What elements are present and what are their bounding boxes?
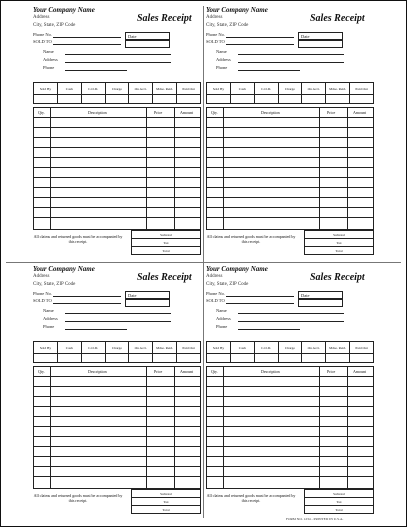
item-row[interactable] (207, 456, 373, 457)
payment-cell-5[interactable] (326, 354, 350, 363)
payment-cell-1[interactable] (230, 95, 254, 104)
form-footer: FORM NO. 1234 - PRINTED IN U.S.A. (286, 517, 344, 521)
item-table (206, 107, 374, 230)
payment-cell-2[interactable] (81, 354, 105, 363)
name-field[interactable] (238, 54, 344, 55)
payment-grid (33, 82, 201, 104)
price-header: Price (154, 369, 163, 374)
name-field[interactable] (65, 313, 171, 314)
claims-note: All claims and returned goods must be accompanied by this receipt. (206, 493, 296, 503)
date-box[interactable] (125, 32, 170, 40)
price-header: Price (327, 110, 336, 115)
receipt-title: Sales Receipt (310, 272, 365, 283)
payment-grid (206, 82, 374, 104)
payment-header-6: Paid Out (350, 83, 374, 95)
item-row[interactable] (34, 197, 200, 198)
payment-cell-3[interactable] (105, 95, 129, 104)
item-row[interactable] (34, 217, 200, 218)
number-box[interactable] (125, 40, 170, 48)
company-address: Address (206, 15, 223, 20)
qty-header: Qty. (38, 110, 45, 115)
item-row[interactable] (34, 406, 200, 407)
payment-header-0: Sold By (34, 83, 58, 95)
receipt-title: Sales Receipt (137, 13, 192, 24)
address-label: Address (43, 316, 58, 321)
payment-header-4: On Acct. (302, 342, 326, 354)
totals-table (304, 230, 374, 255)
item-row[interactable] (207, 217, 373, 218)
address-label: Address (216, 316, 231, 321)
company-name: Your Company Name (33, 6, 95, 14)
company-address: Address (206, 274, 223, 279)
address-label: Address (216, 57, 231, 62)
company-name: Your Company Name (206, 265, 268, 273)
item-row[interactable] (34, 376, 200, 377)
payment-header-6: Paid Out (177, 342, 201, 354)
payment-cell-1[interactable] (57, 354, 81, 363)
item-row[interactable] (207, 177, 373, 178)
amount-header: Amount (180, 369, 194, 374)
item-row[interactable] (34, 436, 200, 437)
payment-cell-0[interactable] (207, 354, 231, 363)
payment-cell-1[interactable] (57, 95, 81, 104)
item-row[interactable] (34, 207, 200, 208)
address-label: Address (43, 57, 58, 62)
sold-to-label: SOLD TO (206, 39, 225, 44)
item-row[interactable] (207, 476, 373, 477)
sold-to-field[interactable] (226, 303, 294, 304)
column-divider (146, 367, 147, 488)
payment-header-5: Mdse. Retd. (153, 83, 177, 95)
name-label: Name (43, 308, 54, 313)
company-name: Your Company Name (206, 6, 268, 14)
date-label: Date (128, 293, 137, 298)
tax-label: Tax (132, 498, 201, 506)
number-box[interactable] (125, 299, 170, 307)
column-divider (347, 108, 348, 229)
payment-grid (206, 341, 374, 363)
date-label: Date (301, 293, 310, 298)
item-table (33, 107, 201, 230)
horizontal-cut-line (6, 262, 401, 263)
tax-label: Tax (305, 498, 374, 506)
total-label: Total (305, 247, 374, 255)
payment-header-2: C.O.D. (254, 83, 278, 95)
company-address: Address (33, 15, 50, 20)
date-box[interactable] (298, 32, 343, 40)
name-field[interactable] (238, 313, 344, 314)
payment-cell-4[interactable] (129, 354, 153, 363)
payment-cell-5[interactable] (153, 354, 177, 363)
customer-phone-field[interactable] (238, 329, 300, 330)
column-divider (223, 367, 224, 488)
column-divider (174, 108, 175, 229)
receipt-top-left (33, 6, 218, 261)
payment-header-5: Mdse. Retd. (326, 83, 350, 95)
payment-cell-0[interactable] (207, 95, 231, 104)
payment-header-6: Paid Out (177, 83, 201, 95)
phone-label: Phone No. (206, 291, 225, 296)
payment-cell-2[interactable] (81, 95, 105, 104)
address-field[interactable] (65, 62, 171, 63)
sold-to-field[interactable] (226, 44, 294, 45)
sold-to-label: SOLD TO (206, 298, 225, 303)
payment-cell-3[interactable] (278, 354, 302, 363)
item-row[interactable] (34, 117, 200, 118)
column-divider (319, 108, 320, 229)
payment-cell-2[interactable] (254, 95, 278, 104)
item-row[interactable] (34, 396, 200, 397)
total-label: Total (132, 247, 201, 255)
subtotal-label: Subtotal (132, 490, 201, 498)
item-row[interactable] (207, 426, 373, 427)
subtotal-label: Subtotal (305, 231, 374, 239)
payment-cell-5[interactable] (326, 95, 350, 104)
amount-header: Amount (353, 369, 367, 374)
payment-header-1: Cash (57, 83, 81, 95)
payment-header-0: Sold By (207, 342, 231, 354)
item-row[interactable] (207, 396, 373, 397)
item-row[interactable] (207, 386, 373, 387)
claims-note: All claims and returned goods must be accompanied by this receipt. (33, 493, 123, 503)
amount-header: Amount (353, 110, 367, 115)
price-header: Price (327, 369, 336, 374)
payment-cell-4[interactable] (302, 354, 326, 363)
name-label: Name (43, 49, 54, 54)
receipt-title: Sales Receipt (310, 13, 365, 24)
item-row[interactable] (34, 446, 200, 447)
description-header: Description (261, 110, 280, 115)
receipt-top-right (206, 6, 391, 261)
payment-header-0: Sold By (207, 83, 231, 95)
sold-to-label: SOLD TO (33, 39, 52, 44)
phone-label: Phone No. (33, 291, 52, 296)
column-divider (347, 367, 348, 488)
column-divider (319, 367, 320, 488)
name-field[interactable] (65, 54, 171, 55)
payment-cell-0[interactable] (34, 354, 58, 363)
name-label: Name (216, 308, 227, 313)
item-row[interactable] (207, 376, 373, 377)
item-row[interactable] (34, 147, 200, 148)
item-row[interactable] (207, 187, 373, 188)
payment-header-1: Cash (57, 342, 81, 354)
phone-field[interactable] (53, 37, 121, 38)
payment-cell-6[interactable] (177, 354, 201, 363)
item-row[interactable] (34, 187, 200, 188)
item-row[interactable] (34, 127, 200, 128)
payment-cell-6[interactable] (177, 95, 201, 104)
receipt-bottom-right (206, 265, 391, 520)
payment-header-1: Cash (230, 342, 254, 354)
item-row[interactable] (34, 137, 200, 138)
subtotal-label: Subtotal (305, 490, 374, 498)
phone-field[interactable] (226, 37, 294, 38)
payment-cell-5[interactable] (153, 95, 177, 104)
column-divider (174, 367, 175, 488)
subtotal-label: Subtotal (132, 231, 201, 239)
payment-header-3: Charge (105, 83, 129, 95)
customer-phone-label: Phone (43, 324, 55, 329)
address-field[interactable] (238, 62, 344, 63)
item-row[interactable] (207, 436, 373, 437)
totals-table (131, 489, 201, 514)
item-table (206, 366, 374, 489)
column-divider (50, 367, 51, 488)
payment-grid (33, 341, 201, 363)
amount-header: Amount (180, 110, 194, 115)
customer-phone-label: Phone (216, 324, 228, 329)
sold-to-field[interactable] (53, 44, 121, 45)
date-box[interactable] (298, 291, 343, 299)
column-divider (50, 108, 51, 229)
company-city-state-zip: City, State, ZIP Code (206, 282, 249, 287)
item-row[interactable] (207, 127, 373, 128)
item-row[interactable] (207, 157, 373, 158)
item-row[interactable] (207, 197, 373, 198)
sold-to-field[interactable] (53, 303, 121, 304)
description-header: Description (261, 369, 280, 374)
payment-header-4: On Acct. (302, 83, 326, 95)
payment-cell-6[interactable] (350, 95, 374, 104)
company-city-state-zip: City, State, ZIP Code (206, 23, 249, 28)
number-box[interactable] (298, 40, 343, 48)
date-label: Date (128, 34, 137, 39)
payment-header-1: Cash (230, 83, 254, 95)
phone-label: Phone No. (206, 32, 225, 37)
item-row[interactable] (34, 476, 200, 477)
payment-cell-4[interactable] (129, 95, 153, 104)
company-name: Your Company Name (33, 265, 95, 273)
item-row[interactable] (34, 456, 200, 457)
customer-phone-label: Phone (43, 65, 55, 70)
item-row[interactable] (34, 167, 200, 168)
column-divider (223, 108, 224, 229)
payment-cell-0[interactable] (34, 95, 58, 104)
payment-cell-4[interactable] (302, 95, 326, 104)
customer-phone-field[interactable] (65, 329, 127, 330)
address-field[interactable] (238, 321, 344, 322)
date-label: Date (301, 34, 310, 39)
total-label: Total (305, 506, 374, 514)
description-header: Description (88, 110, 107, 115)
company-city-state-zip: City, State, ZIP Code (33, 282, 76, 287)
company-city-state-zip: City, State, ZIP Code (33, 23, 76, 28)
total-label: Total (132, 506, 201, 514)
name-label: Name (216, 49, 227, 54)
number-box[interactable] (298, 299, 343, 307)
payment-header-6: Paid Out (350, 342, 374, 354)
claims-note: All claims and returned goods must be accompanied by this receipt. (206, 234, 296, 244)
item-row[interactable] (207, 137, 373, 138)
item-row[interactable] (34, 177, 200, 178)
tax-label: Tax (305, 239, 374, 247)
payment-header-0: Sold By (34, 342, 58, 354)
qty-header: Qty. (211, 110, 218, 115)
payment-cell-1[interactable] (230, 354, 254, 363)
item-row[interactable] (207, 466, 373, 467)
payment-header-4: On Acct. (129, 342, 153, 354)
payment-header-2: C.O.D. (81, 342, 105, 354)
phone-field[interactable] (53, 296, 121, 297)
customer-phone-field[interactable] (238, 70, 300, 71)
price-header: Price (154, 110, 163, 115)
payment-header-5: Mdse. Retd. (153, 342, 177, 354)
payment-header-3: Charge (278, 342, 302, 354)
item-row[interactable] (207, 167, 373, 168)
description-header: Description (88, 369, 107, 374)
receipt-title: Sales Receipt (137, 272, 192, 283)
item-row[interactable] (207, 446, 373, 447)
receipt-bottom-left (33, 265, 218, 520)
payment-cell-6[interactable] (350, 354, 374, 363)
item-row[interactable] (34, 386, 200, 387)
phone-field[interactable] (226, 296, 294, 297)
address-field[interactable] (65, 321, 171, 322)
item-row[interactable] (34, 466, 200, 467)
payment-cell-3[interactable] (278, 95, 302, 104)
totals-table (131, 230, 201, 255)
item-row[interactable] (207, 207, 373, 208)
payment-header-3: Charge (105, 342, 129, 354)
payment-header-5: Mdse. Retd. (326, 342, 350, 354)
payment-cell-3[interactable] (105, 354, 129, 363)
date-box[interactable] (125, 291, 170, 299)
totals-table (304, 489, 374, 514)
customer-phone-field[interactable] (65, 70, 127, 71)
sold-to-label: SOLD TO (33, 298, 52, 303)
tax-label: Tax (132, 239, 201, 247)
item-row[interactable] (207, 147, 373, 148)
item-row[interactable] (207, 416, 373, 417)
item-row[interactable] (207, 117, 373, 118)
qty-header: Qty. (38, 369, 45, 374)
payment-header-4: On Acct. (129, 83, 153, 95)
payment-header-3: Charge (278, 83, 302, 95)
phone-label: Phone No. (33, 32, 52, 37)
payment-cell-2[interactable] (254, 354, 278, 363)
payment-header-2: C.O.D. (254, 342, 278, 354)
payment-header-2: C.O.D. (81, 83, 105, 95)
claims-note: All claims and returned goods must be accompanied by this receipt. (33, 234, 123, 244)
item-table (33, 366, 201, 489)
item-row[interactable] (34, 426, 200, 427)
company-address: Address (33, 274, 50, 279)
item-row[interactable] (34, 416, 200, 417)
customer-phone-label: Phone (216, 65, 228, 70)
item-row[interactable] (34, 157, 200, 158)
item-row[interactable] (207, 406, 373, 407)
column-divider (146, 108, 147, 229)
qty-header: Qty. (211, 369, 218, 374)
